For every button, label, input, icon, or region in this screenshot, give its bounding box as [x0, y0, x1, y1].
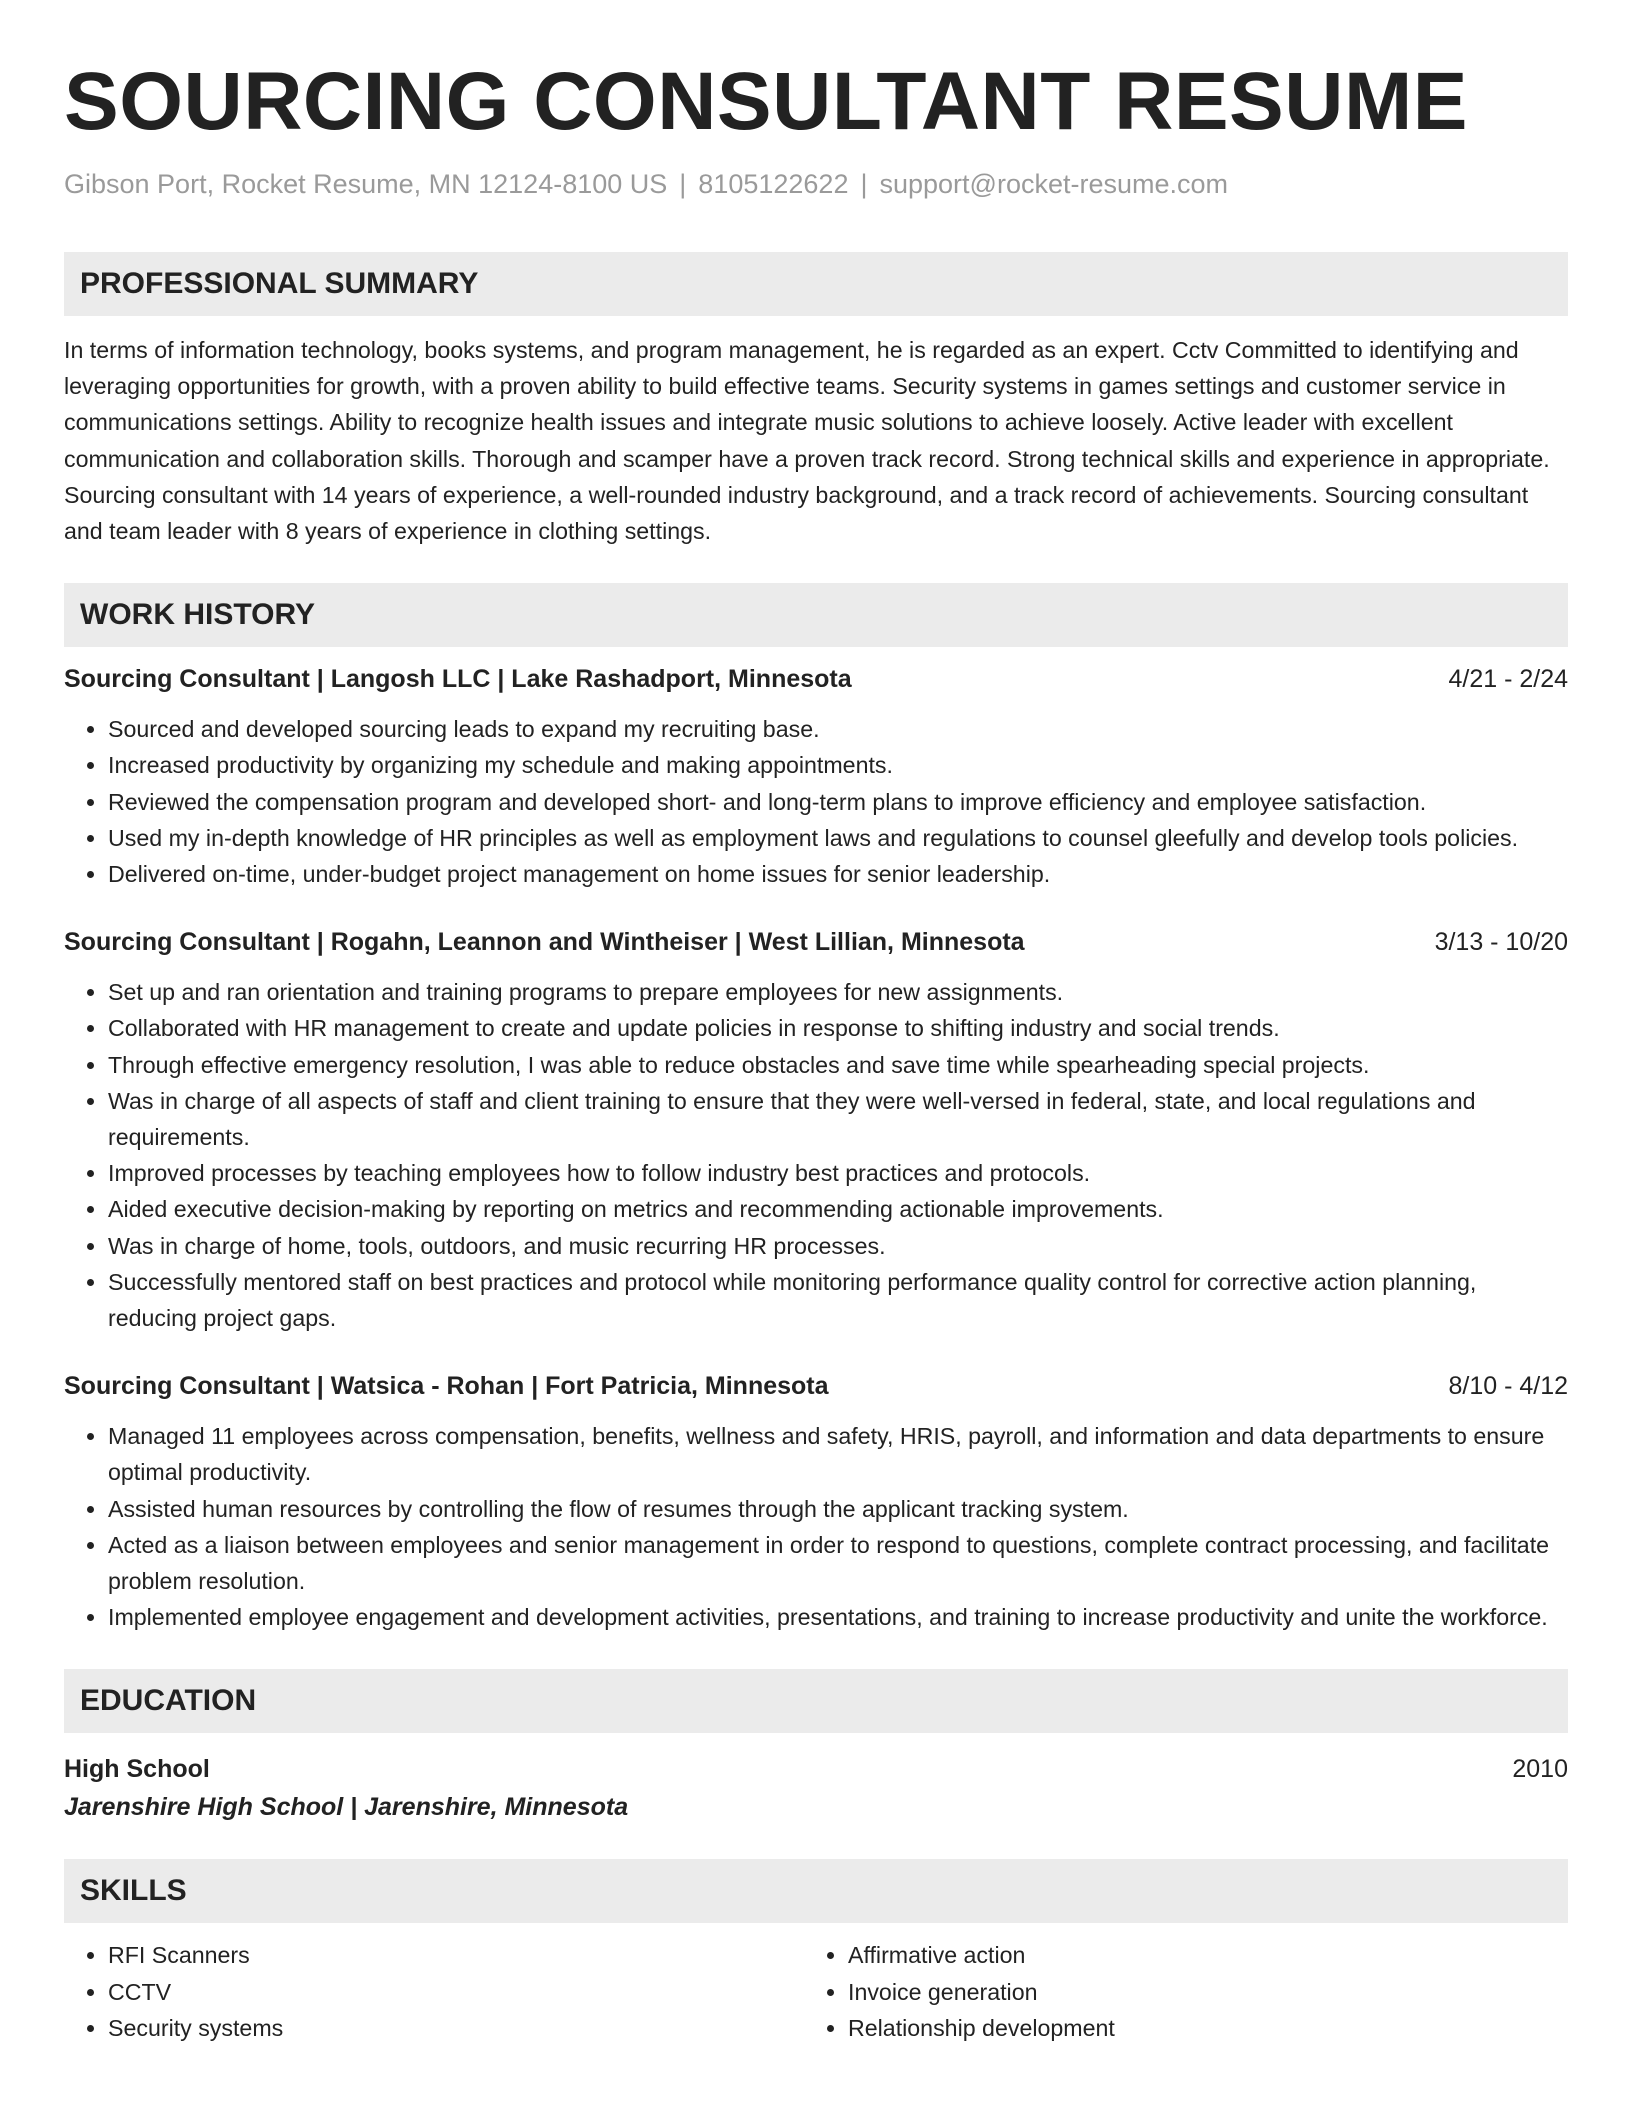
job-bullet: • Through effective emergency resolution, I was able to reduce obstacles and save time while spearheading special projects. [108, 1047, 1568, 1083]
education-school: Jarenshire High School | Jarenshire, Minnesota [64, 1793, 629, 1822]
job-header [64, 1368, 1568, 1404]
job-bullet: • Sourced and developed sourcing leads to expand my recruiting base. [108, 711, 1568, 747]
contact-email: support@rocket-resume.com [879, 169, 1229, 199]
job-bullet: • Managed 11 employees across compensation, benefits, wellness and safety, HRIS, payroll, and information and data departments to ensure optimal productivity. [108, 1418, 1568, 1490]
summary-section-header [64, 252, 1568, 316]
job-bullet: • Set up and ran orientation and training programs to prepare employees for new assignments. [108, 974, 1568, 1010]
skills-section-title: SKILLS [80, 1874, 187, 1908]
skill-item: • CCTV [108, 1974, 804, 2010]
job-bullet: • Implemented employee engagement and development activities, presentations, and training to increase productivity and unite the workforce. [108, 1599, 1568, 1635]
job-entry [64, 661, 1568, 892]
job-bullet: • Increased productivity by organizing my schedule and making appointments. [108, 747, 1568, 783]
job-title: Sourcing Consultant | Langosh LLC | Lake Rashadport, Minnesota [64, 665, 852, 694]
skill-item: • Security systems [108, 2010, 804, 2046]
job-bullet: • Assisted human resources by controlling the flow of resumes through the applicant tracking system. [108, 1491, 1568, 1527]
contact-phone: 8105122622 [698, 169, 849, 199]
skill-item: • Invoice generation [848, 1974, 1544, 2010]
education-section-title: EDUCATION [80, 1684, 257, 1718]
skills-column-right [804, 1937, 1544, 2046]
skills-column-left [64, 1937, 804, 2046]
job-header [64, 661, 1568, 697]
job-entry [64, 924, 1568, 1336]
job-bullet: • Acted as a liaison between employees and senior management in order to respond to questions, complete contract processing, and facilitate problem resolution. [108, 1527, 1568, 1599]
skills-section-header [64, 1859, 1568, 1923]
work-section-header [64, 583, 1568, 647]
resume-title: SOURCING CONSULTANT RESUME [64, 56, 1468, 147]
job-dates: 3/13 - 10/20 [1434, 928, 1568, 957]
education-year: 2010 [1512, 1755, 1568, 1784]
skill-item: • Affirmative action [848, 1937, 1544, 1973]
job-title: Sourcing Consultant | Watsica - Rohan | Fort Patricia, Minnesota [64, 1372, 829, 1401]
contact-address: Gibson Port, Rocket Resume, MN 12124-8100 US [64, 169, 668, 199]
contact-separator: | [679, 169, 687, 199]
work-section-title: WORK HISTORY [80, 598, 316, 632]
job-header [64, 924, 1568, 960]
job-bullet: • Was in charge of home, tools, outdoors, and music recurring HR processes. [108, 1228, 1568, 1264]
education-header [64, 1751, 1568, 1787]
contact-separator: | [860, 169, 868, 199]
contact-line [64, 166, 1568, 202]
job-dates: 4/21 - 2/24 [1448, 665, 1568, 694]
job-entry [64, 1368, 1568, 1635]
summary-text: In terms of information technology, books systems, and program management, he is regarded as an expert. Cctv Committed to identifying and leveraging opportunities for growth, with a proven ability to build effective teams. Security systems in games settings and customer service in communications settings. Ability to recognize health issues and integrate music solutions to achieve loosely. Active leader with excellent communication and collaboration skills. Thorough and scamper have a proven track record. Strong technical skills and experience in appropriate. Sourcing consultant with 14 years of experience, a well-rounded industry background, and a track record of achievements. Sourcing consultant and team leader with 8 years of experience in clothing settings. [64, 337, 1550, 545]
job-bullets [64, 974, 1568, 1336]
education-entry [64, 1751, 1568, 1825]
work-history-list [64, 661, 1568, 1635]
job-bullets [64, 1418, 1568, 1635]
skill-item: • Relationship development [848, 2010, 1544, 2046]
summary-section-title: PROFESSIONAL SUMMARY [80, 267, 479, 300]
job-bullet: • Used my in-depth knowledge of HR principles as well as employment laws and regulations to counsel gleefully and develop tools policies. [108, 820, 1568, 856]
skills-list [64, 1937, 1568, 2046]
job-bullet: • Successfully mentored staff on best practices and protocol while monitoring performance quality control for corrective action planning, reducing project gaps. [108, 1264, 1568, 1336]
skill-item: • RFI Scanners [108, 1937, 804, 1973]
job-bullet: • Delivered on-time, under-budget project management on home issues for senior leadership. [108, 856, 1568, 892]
job-dates: 8/10 - 4/12 [1448, 1372, 1568, 1401]
job-bullet: • Reviewed the compensation program and developed short- and long-term plans to improve efficiency and employee satisfaction. [108, 784, 1568, 820]
job-bullets [64, 711, 1568, 892]
job-bullet: • Aided executive decision-making by reporting on metrics and recommending actionable improvements. [108, 1191, 1568, 1227]
job-title: Sourcing Consultant | Rogahn, Leannon and Wintheiser | West Lillian, Minnesota [64, 928, 1025, 957]
education-degree: High School [64, 1755, 210, 1784]
job-bullet: • Was in charge of all aspects of staff and client training to ensure that they were well-versed in federal, state, and local regulations and requirements. [108, 1083, 1568, 1155]
education-section-header [64, 1669, 1568, 1733]
job-bullet: • Collaborated with HR management to create and update policies in response to shifting industry and social trends. [108, 1010, 1568, 1046]
resume-content [64, 52, 1568, 2046]
job-bullet: • Improved processes by teaching employees how to follow industry best practices and protocols. [108, 1155, 1568, 1191]
